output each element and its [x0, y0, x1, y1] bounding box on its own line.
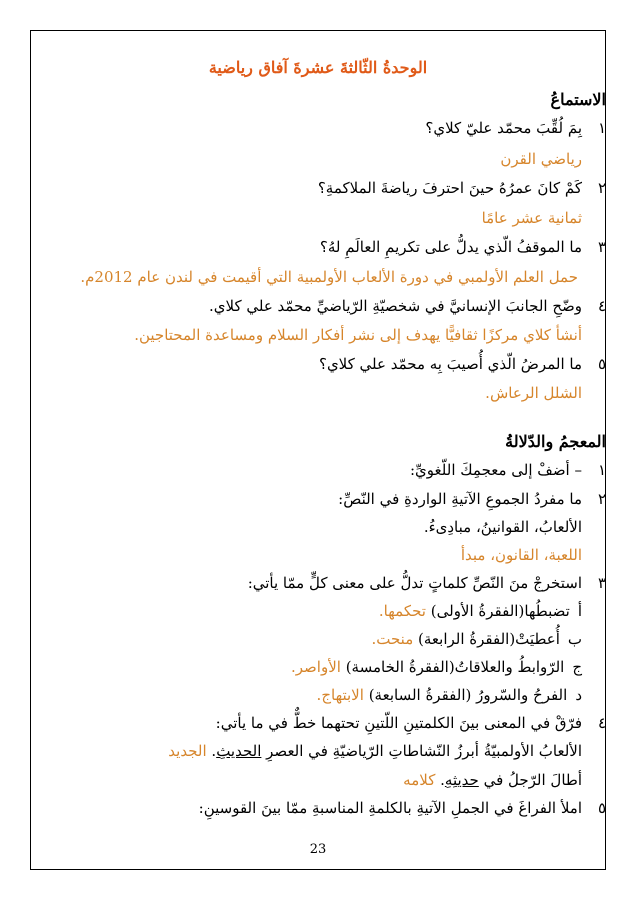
sentence-1: [168, 741, 582, 761]
sub-item-answer: منحت.: [371, 630, 414, 648]
question-number: ٥: [597, 799, 606, 817]
question-number: ٢: [597, 490, 606, 508]
sub-item-letter: ب: [567, 630, 582, 648]
sentence-text: أطالَ الرّجلُ في: [478, 771, 582, 789]
section-heading-lexicon: المعجمُ والدّلالةُ: [505, 432, 606, 451]
question-3: [320, 237, 606, 257]
question-text: وضّحِ الجانبَ الإنسانيَّ في شخصيّةِ الرّياضيِّ محمّد علي كلاي.: [208, 297, 582, 315]
sub-item-answer: الابتهاج.: [316, 686, 364, 704]
question-number: ٤: [597, 297, 606, 315]
question-number: ٤: [597, 714, 606, 732]
sub-item-d: [317, 685, 582, 705]
question-text: املأ الفراغَ في الجملِ الآتيةِ بالكلمةِ المناسبةِ ممّا بينَ القوسينِ:: [198, 799, 582, 817]
sentence-end: .: [440, 771, 445, 789]
question-number: ٢: [597, 179, 606, 197]
question-text: – أضفْ إلى معجمِكَ اللّغويِّ:: [410, 461, 582, 479]
question-2: [318, 178, 606, 198]
question-number: ١: [597, 119, 606, 137]
underlined-word: حديثِهِ: [444, 771, 479, 789]
unit-title: الوحدةُ الثّالثةَ عشرةَ آفاق رياضية: [208, 58, 428, 77]
answer-singulars: اللعبة، القانون، مبدأ: [460, 546, 582, 564]
question-number: ٣: [597, 238, 606, 256]
question-text: كَمْ كانَ عمرُهُ حينَ احترفَ رياضةَ الملاكمةِ؟: [317, 179, 582, 197]
sentence-answer: كلامه: [403, 771, 436, 789]
question-4: [209, 296, 606, 316]
sentence-2: [403, 770, 582, 790]
answer-2: ثمانية عشر عامًا: [481, 209, 582, 227]
sub-item-text: تضبطُها(الفقرةُ الأولى): [430, 602, 570, 620]
lexicon-question-5: [199, 798, 606, 818]
sub-item-c: [291, 657, 582, 677]
answer-3: حمل العلم الأولمبي في دورة الألعاب الأولمبية التي أقيمت في لندن عام 2012م.: [80, 268, 578, 286]
sub-item-text: أُعطيَتْ(الفقرةُ الرابعة): [418, 630, 560, 648]
underlined-word: الحديثِ: [216, 742, 262, 760]
sub-item-text: الرّوابطُ والعلاقاتُ(الفقرةُ الخامسة): [345, 658, 565, 676]
answer-5: الشلل الرعاش.: [485, 384, 582, 402]
sub-item-answer: تحكمها.: [378, 602, 426, 620]
lexicon-question-3: [248, 573, 606, 593]
question-5: [319, 354, 606, 374]
sub-item-letter: د: [575, 686, 582, 704]
sub-item-a: [379, 601, 582, 621]
lexicon-question-4: [216, 713, 606, 733]
question-text: ما الموقفُ الّذي يدلُّ على تكريمِ العالَمِ لهُ؟: [319, 238, 582, 256]
page-number: 23: [309, 842, 327, 857]
sub-item-letter: ج: [572, 658, 582, 676]
lexicon-question-2: [338, 489, 606, 509]
sub-item-b: [372, 629, 583, 649]
question-text: استخرجْ منَ النّصِّ كلماتٍ تدلُّ على معنى كلٍّ ممّا يأتي:: [247, 574, 582, 592]
sentence-answer: الجديد: [168, 742, 207, 760]
question-number: ١: [597, 461, 606, 479]
answer-4: أنشأ كلاي مركزًا ثقافيًّا يهدف إلى نشر أفكار السلام ومساعدة المحتاجين.: [134, 326, 582, 344]
document-page: [30, 30, 606, 870]
sentence-text: الألعابُ الأولمبيّةُ أبرزُ النّشاطاتِ الرّياضيّةِ في العصرِ: [261, 742, 582, 760]
question-1: [425, 118, 606, 138]
question-text: ما المرضُ الّذي أُصيبَ بِه محمّد علي كلاي؟: [318, 355, 582, 373]
question-text: فرّقْ في المعنى بينَ الكلمتينِ اللّتينِ تحتهما خطٌّ في ما يأتي:: [215, 714, 582, 732]
question-number: ٣: [597, 574, 606, 592]
lexicon-question-1: [410, 460, 606, 480]
answer-1: رياضي القرن: [500, 150, 582, 168]
sub-item-answer: الأواصر.: [291, 658, 341, 676]
question-number: ٥: [597, 355, 606, 373]
sentence-end: .: [211, 742, 217, 760]
section-heading-listening: الاستماعُ: [550, 90, 606, 109]
plural-words: الألعابُ، القوانينُ، مبادِىءُ.: [423, 518, 582, 536]
sub-item-text: الفرحُ والسّرورُ (الفقرةُ السابعة): [368, 686, 568, 704]
question-text: ما مفردُ الجموعِ الآتيةِ الواردةِ في النّصِّ:: [338, 490, 582, 508]
question-text: بِمَ لُقِّبَ محمّد عليّ كلاي؟: [425, 119, 582, 137]
sub-item-letter: أ: [577, 602, 582, 620]
